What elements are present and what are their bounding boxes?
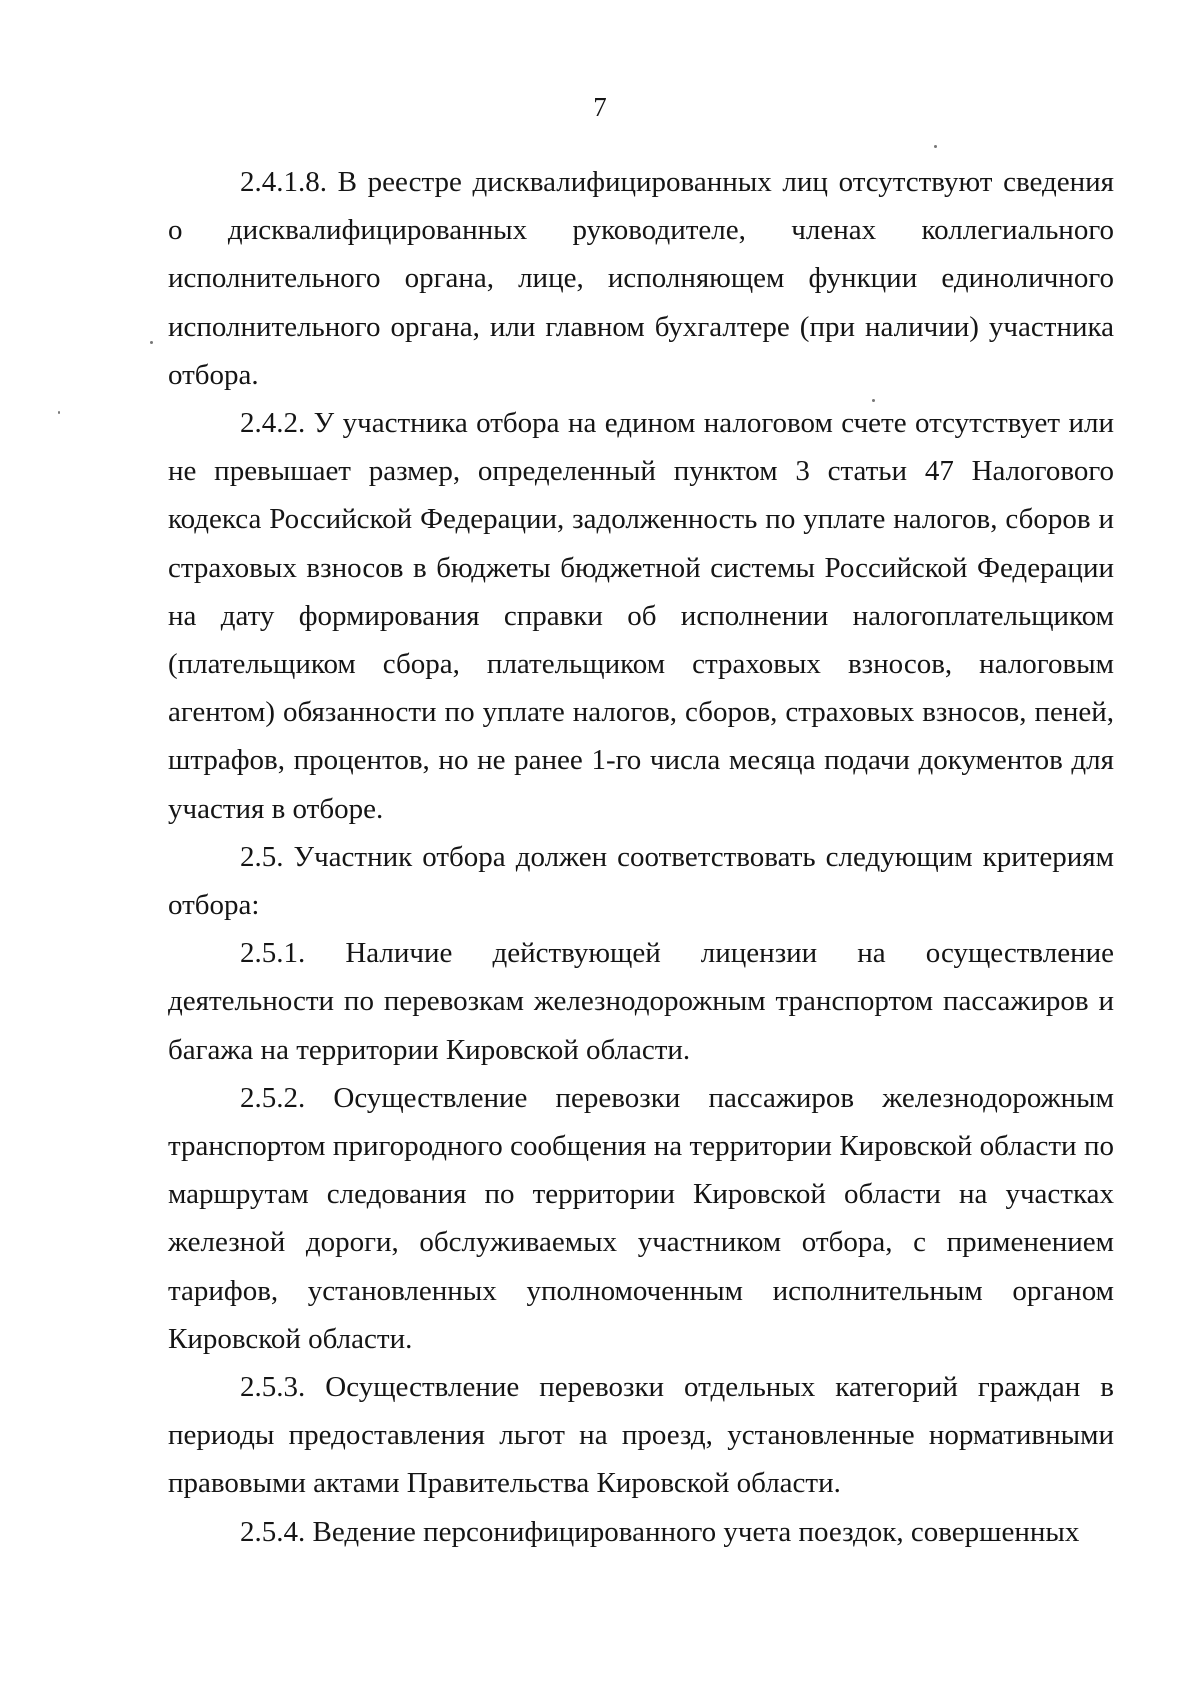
paragraph-2-5-1: 2.5.1. Наличие действующей лицензии на осуществление деятельности по перевозкам железнодорожным транспортом пассажиров и багажа на территории Кировской области. — [168, 937, 1114, 1066]
scan-speck — [150, 341, 153, 344]
scan-speck — [872, 399, 875, 402]
paragraph-2-5-2: 2.5.2. Осуществление перевозки пассажиров железнодорожным транспортом пригородного сообщения на территории Кировской области по маршрутам следования по территории Кировской области на участках железной дороги, обслуживаемых участником отбора, с применением тарифов, установленных уполномоченным исполнительным органом Кировской области. — [168, 1081, 1114, 1355]
paragraph-2-5: 2.5. Участник отбора должен соответствовать следующим критериям отбора: — [168, 840, 1114, 922]
scan-speck — [934, 145, 937, 148]
paragraph-2-4-1-8: 2.4.1.8. В реестре дисквалифицированных лиц отсутствуют сведения о дисквалифицированных руководителе, членах коллегиального исполнительного органа, лице, исполняющем функции единоличного исполнительного органа, или главном бухгалтере (при наличии) участника отбора. — [168, 166, 1114, 391]
paragraph-2-5-3: 2.5.3. Осуществление перевозки отдельных категорий граждан в периоды предоставления льгот на проезд, установленные нормативными правовыми актами Правительства Кировской области. — [168, 1371, 1114, 1500]
document-body — [168, 158, 1114, 1556]
page-number: 7 — [593, 92, 607, 122]
scan-speck — [58, 411, 60, 414]
paragraph-2-4-2: 2.4.2. У участника отбора на едином налоговом счете отсутствует или не превышает размер, определенный пунктом 3 статьи 47 Налогового кодекса Российской Федерации, задолженность по уплате налогов, сборов и страховых взносов в бюджеты бюджетной системы Российской Федерации на дату формирования справки об исполнении налогоплательщиком (плательщиком сбора, плательщиком страховых взносов, налоговым агентом) обязанности по уплате налогов, сборов, страховых взносов, пеней, штрафов, процентов, но не ранее 1-го числа месяца подачи документов для участия в отборе. — [168, 407, 1114, 825]
paragraph-2-5-4: 2.5.4. Ведение персонифицированного учета поездок, совершенных — [240, 1515, 1080, 1548]
